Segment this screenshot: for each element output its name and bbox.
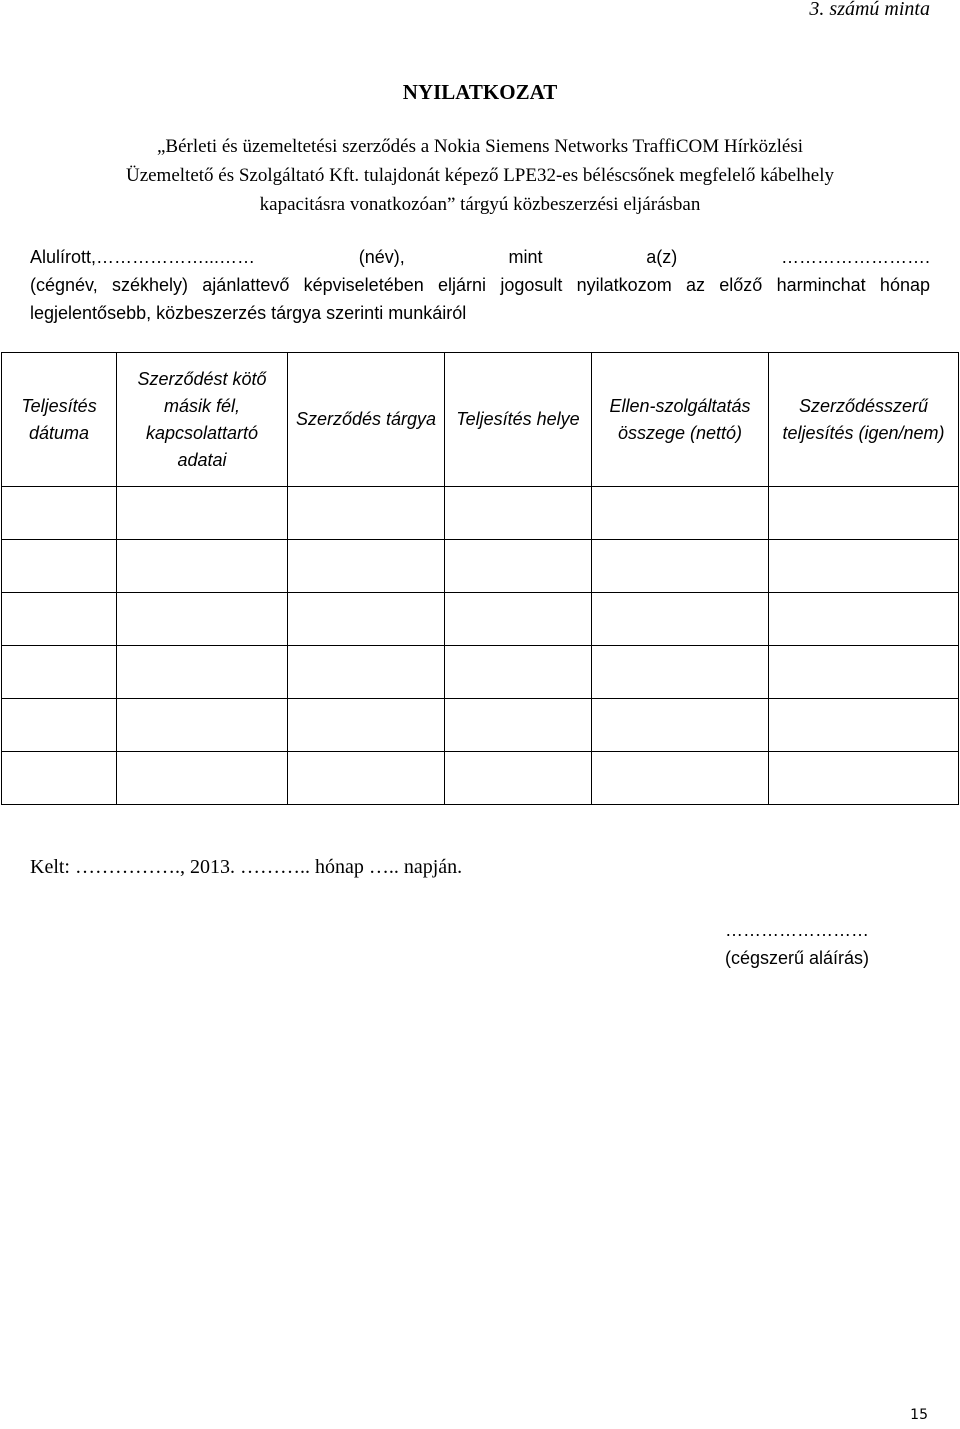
table-cell[interactable] xyxy=(117,752,288,805)
table-cell[interactable] xyxy=(288,752,445,805)
table-row xyxy=(2,540,959,593)
signature-label: (cégszerű aláírás) xyxy=(724,948,870,968)
table-row xyxy=(2,487,959,540)
table-row xyxy=(2,699,959,752)
column-header-place: Teljesítés helye xyxy=(445,353,592,487)
table-cell[interactable] xyxy=(2,487,117,540)
table-cell[interactable] xyxy=(445,540,592,593)
table-cell[interactable] xyxy=(288,487,445,540)
table-cell[interactable] xyxy=(445,752,592,805)
table-cell[interactable] xyxy=(769,699,959,752)
table-cell[interactable] xyxy=(592,540,769,593)
table-cell[interactable] xyxy=(288,646,445,699)
column-header-subject: Szerződés tárgya xyxy=(288,353,445,487)
statement-text: (cégnév, székhely) ajánlattevő képviseletében eljárni jogosult nyilatkozom az előző harminchat hónap legjelentősebb, közbeszerzés tárgya szerinti munkáiról xyxy=(30,275,930,323)
table-cell[interactable] xyxy=(117,646,288,699)
table-cell[interactable] xyxy=(2,593,117,646)
table-cell[interactable] xyxy=(592,487,769,540)
column-header-compliance: Szerződésszerű teljesítés (igen/nem) xyxy=(769,353,959,487)
table-cell[interactable] xyxy=(445,699,592,752)
table-cell[interactable] xyxy=(2,699,117,752)
table-cell[interactable] xyxy=(288,540,445,593)
as-word: mint xyxy=(508,247,543,267)
undersigned-blank: Alulírott,………………...…… xyxy=(30,247,256,267)
references-table xyxy=(1,352,959,805)
article-word: a(z) xyxy=(646,247,678,267)
table-cell[interactable] xyxy=(288,699,445,752)
signature-block xyxy=(664,916,930,972)
table-cell[interactable] xyxy=(769,487,959,540)
table-cell[interactable] xyxy=(2,752,117,805)
table-cell[interactable] xyxy=(117,593,288,646)
table-cell[interactable] xyxy=(769,646,959,699)
subject-line-2: Üzemeltető és Szolgáltató Kft. tulajdonát képező LPE32-es béléscsőnek megfelelő kábelhely xyxy=(125,165,835,186)
column-header-partner: Szerződést kötő másik fél, kapcsolattartó adatai xyxy=(117,353,288,487)
statement-first-line xyxy=(30,243,930,271)
table-cell[interactable] xyxy=(445,646,592,699)
name-label: (név), xyxy=(358,247,405,267)
signature-line: …………………… xyxy=(725,920,869,940)
subject-line-3: kapacitásra vonatkozóan” tárgyú közbeszerzési eljárásban xyxy=(259,194,701,215)
table-cell[interactable] xyxy=(445,487,592,540)
page-number: 15 xyxy=(910,1407,928,1423)
table-cell[interactable] xyxy=(288,593,445,646)
table-cell[interactable] xyxy=(445,593,592,646)
table-cell[interactable] xyxy=(592,752,769,805)
table-cell[interactable] xyxy=(117,540,288,593)
subject-line-1: „Bérleti és üzemeltetési szerződés a Nokia Siemens Networks TraffiCOM Hírközlési xyxy=(156,136,804,157)
table-header-row xyxy=(2,353,959,487)
column-header-date: Teljesítés dátuma xyxy=(2,353,117,487)
table-cell[interactable] xyxy=(592,646,769,699)
table-row xyxy=(2,752,959,805)
table-row xyxy=(2,646,959,699)
table-cell[interactable] xyxy=(769,593,959,646)
table-cell[interactable] xyxy=(117,699,288,752)
table-cell[interactable] xyxy=(2,540,117,593)
sample-label: 3. számú minta xyxy=(809,0,930,20)
company-blank: ……………………. xyxy=(780,247,930,267)
column-header-amount: Ellen-szolgáltatás összege (nettó) xyxy=(592,353,769,487)
table-row xyxy=(2,593,959,646)
table-cell[interactable] xyxy=(769,752,959,805)
date-line: Kelt: ……………., 2013. ……….. hónap ….. napján. xyxy=(30,856,463,878)
table-cell[interactable] xyxy=(117,487,288,540)
table-cell[interactable] xyxy=(2,646,117,699)
procurement-subject xyxy=(40,132,920,219)
document-title: NYILATKOZAT xyxy=(402,80,558,104)
table-cell[interactable] xyxy=(769,540,959,593)
table-cell[interactable] xyxy=(592,699,769,752)
table-cell[interactable] xyxy=(592,593,769,646)
statement-paragraph xyxy=(30,243,930,327)
